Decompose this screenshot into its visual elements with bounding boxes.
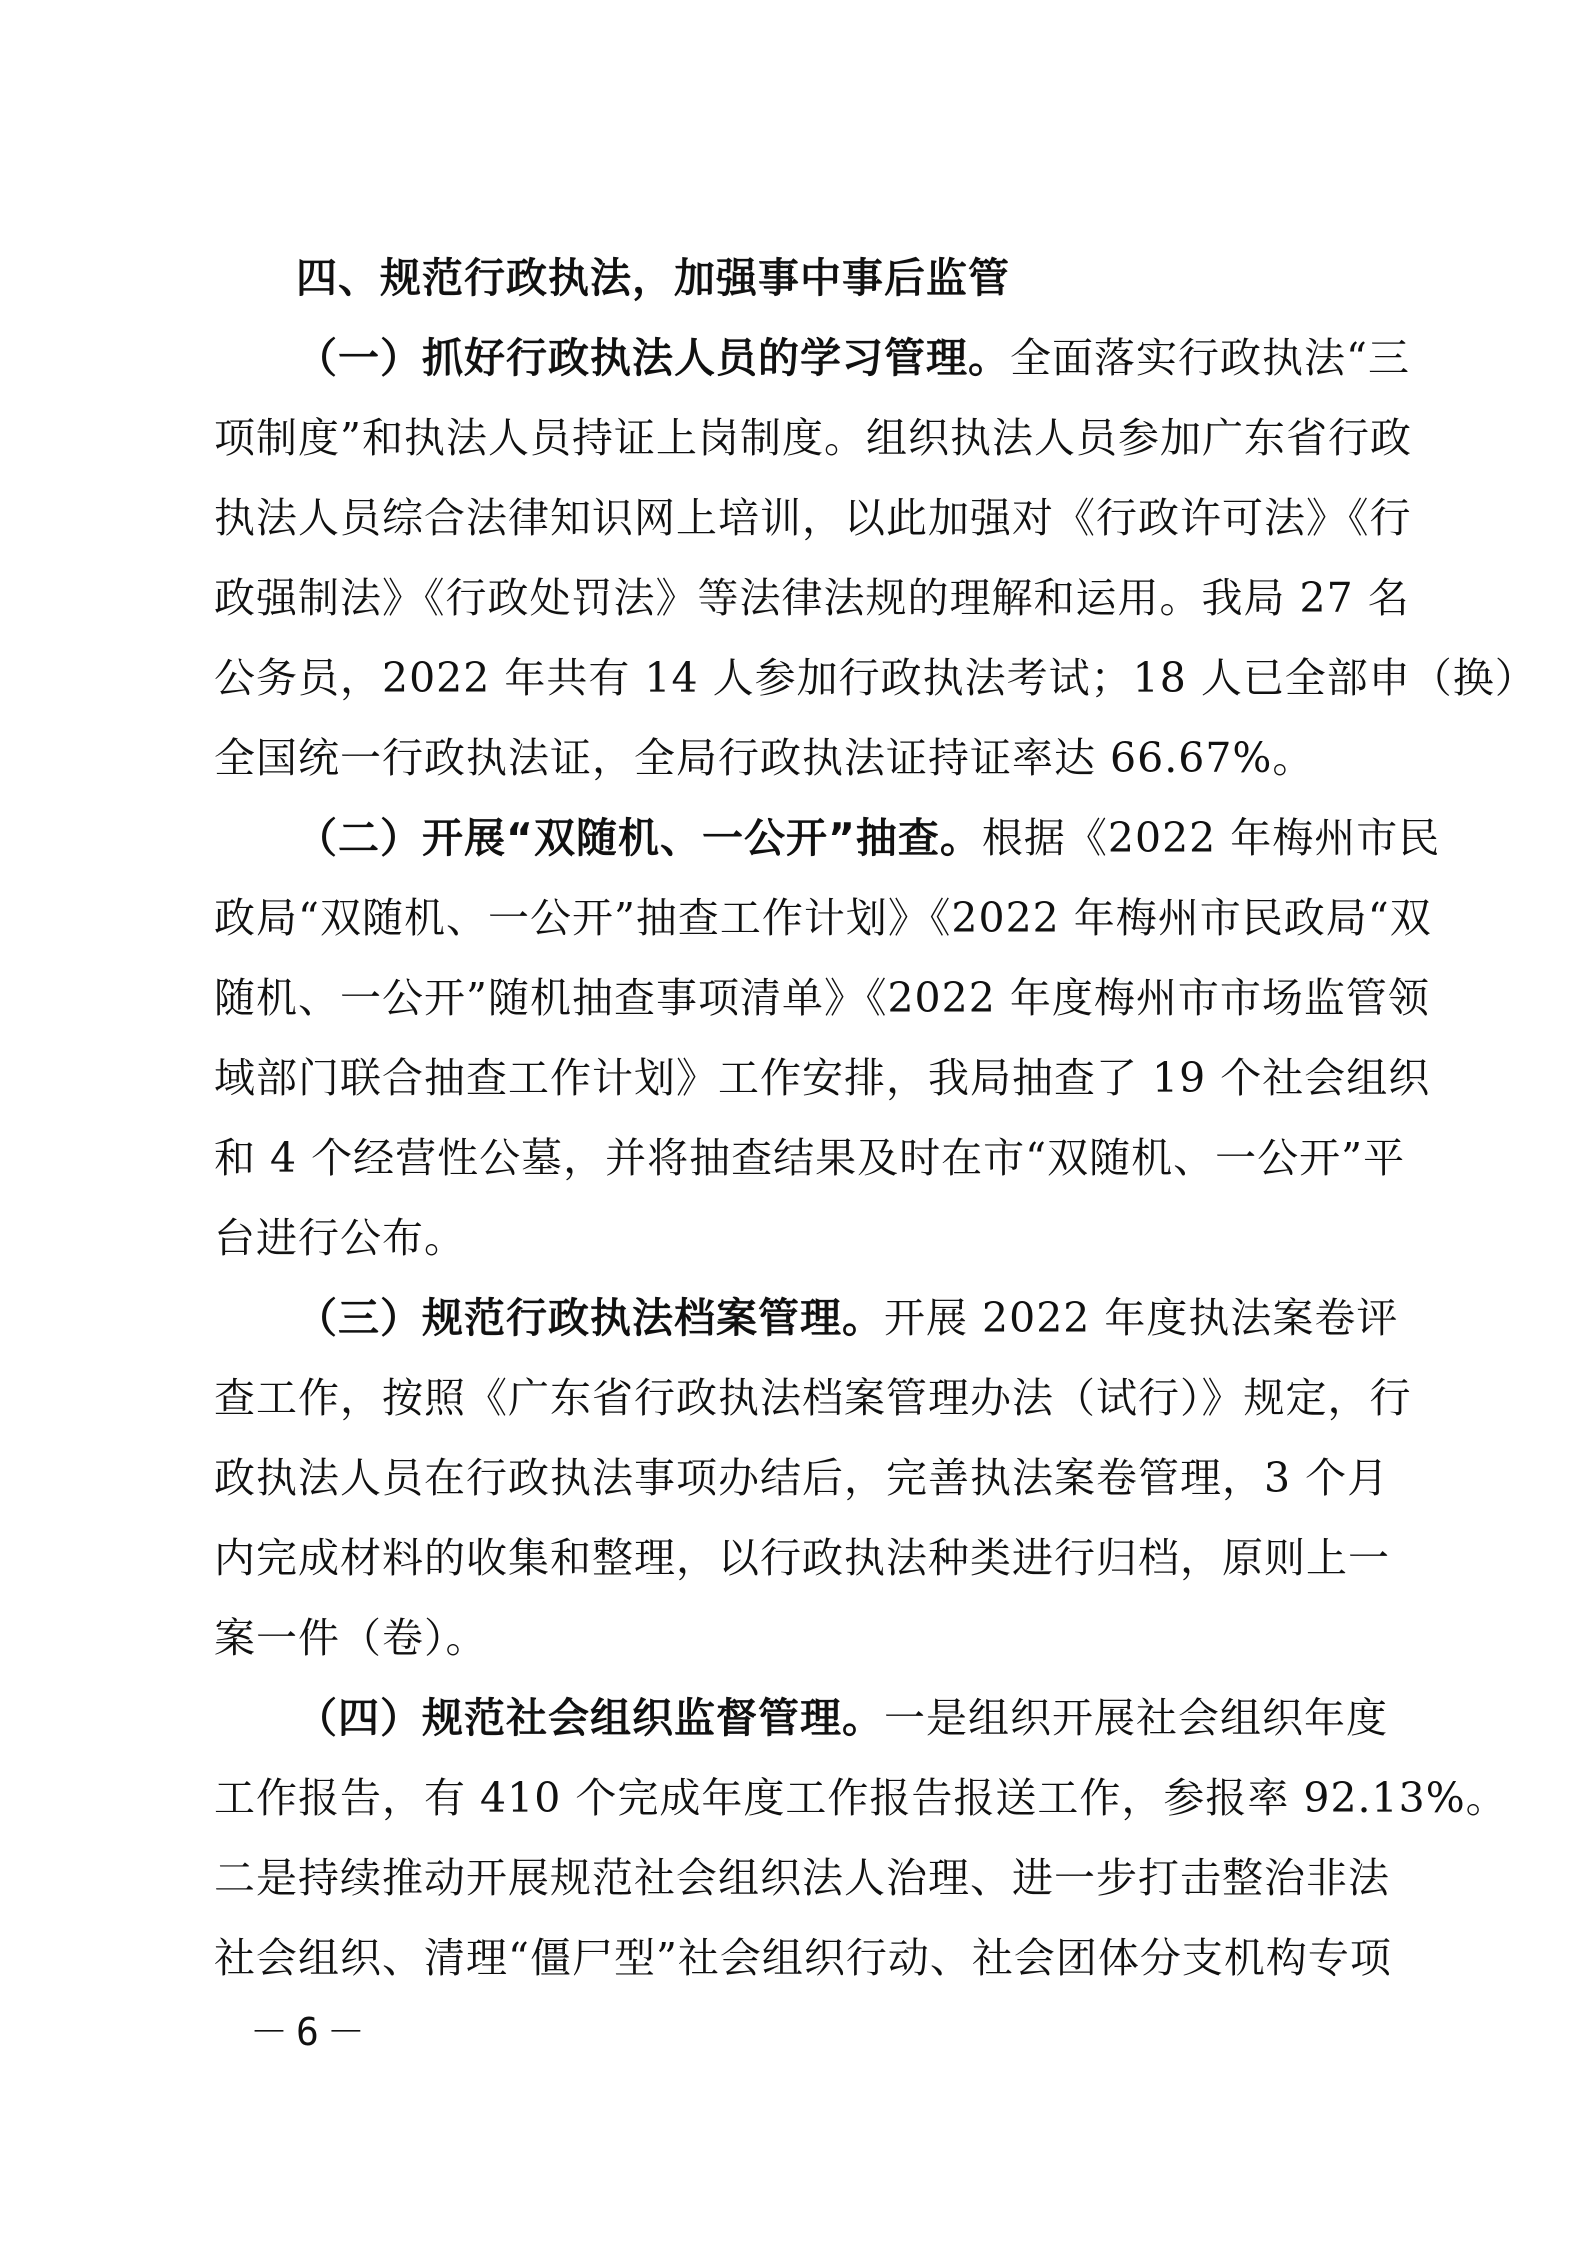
- paragraph-line: 查工作，按照《广东省行政执法档案管理办法（试行）》规定，行: [214, 1374, 1412, 1422]
- paragraph-line: 二是持续推动开展规范社会组织法人治理、进一步打击整治非法: [214, 1854, 1390, 1902]
- paragraph-line: 社会组织、清理“僵尸型”社会组织行动、社会团体分支机构专项: [214, 1934, 1392, 1982]
- paragraph-line: 工作报告，有 410 个完成年度工作报告报送工作，参报率 92.13%。: [214, 1774, 1508, 1822]
- paragraph-3: [214, 1278, 1412, 1678]
- paragraph-line: 台进行公布。: [214, 1214, 466, 1262]
- paragraph-line: 随机、一公开”随机抽查事项清单》《2022 年度梅州市市场监管领: [214, 974, 1430, 1022]
- paragraph-line: 全国统一行政执法证，全局行政执法证持证率达 66.67%。: [214, 734, 1315, 782]
- paragraph-line: 政局“双随机、一公开”抽查工作计划》《2022 年梅州市民政局“双: [214, 894, 1432, 942]
- paragraph-line: （四）规范社会组织监督管理。一是组织开展社会组织年度: [296, 1694, 1388, 1742]
- paragraph-line: 项制度”和执法人员持证上岗制度。组织执法人员参加广东省行政: [214, 414, 1412, 462]
- paragraph-line: （一）抓好行政执法人员的学习管理。全面落实行政执法“三: [296, 334, 1410, 382]
- paragraph-4: [214, 1678, 1508, 1998]
- paragraph-lead: （一）抓好行政执法人员的学习管理。: [296, 334, 1010, 382]
- paragraph-line: 执法人员综合法律知识网上培训，以此加强对《行政许可法》《行: [214, 494, 1412, 542]
- paragraph-lead: （四）规范社会组织监督管理。: [296, 1694, 884, 1742]
- paragraph-line: 公务员，2022 年共有 14 人参加行政执法考试；18 人已全部申（换）: [214, 654, 1537, 702]
- paragraph-line: 案一件（卷）。: [214, 1614, 488, 1662]
- paragraph-lead: （二）开展“双随机、一公开”抽查。: [296, 814, 982, 862]
- paragraph-line: （三）规范行政执法档案管理。开展 2022 年度执法案卷评: [296, 1294, 1399, 1342]
- paragraph-1: [214, 318, 1537, 798]
- paragraph-lead: （三）规范行政执法档案管理。: [296, 1294, 884, 1342]
- page-content: [214, 238, 1537, 1998]
- paragraph-line: 域部门联合抽查工作计划》工作安排，我局抽查了 19 个社会组织: [214, 1054, 1431, 1102]
- paragraph-line: 和 4 个经营性公墓，并将抽查结果及时在市“双随机、一公开”平: [214, 1134, 1406, 1182]
- paragraph-line: 内完成材料的收集和整理，以行政执法种类进行归档，原则上一: [214, 1534, 1390, 1582]
- paragraph-line: 政执法人员在行政执法事项办结后，完善执法案卷管理，3 个月: [214, 1454, 1390, 1502]
- paragraph-line: （二）开展“双随机、一公开”抽查。根据《2022 年梅州市民: [296, 814, 1441, 862]
- page-number: －6－: [250, 2010, 373, 2054]
- paragraph-line: 政强制法》《行政处罚法》等法律法规的理解和运用。我局 27 名: [214, 574, 1410, 622]
- section-heading: 四、规范行政执法，加强事中事后监管: [296, 254, 1010, 302]
- paragraph-2: [214, 798, 1441, 1278]
